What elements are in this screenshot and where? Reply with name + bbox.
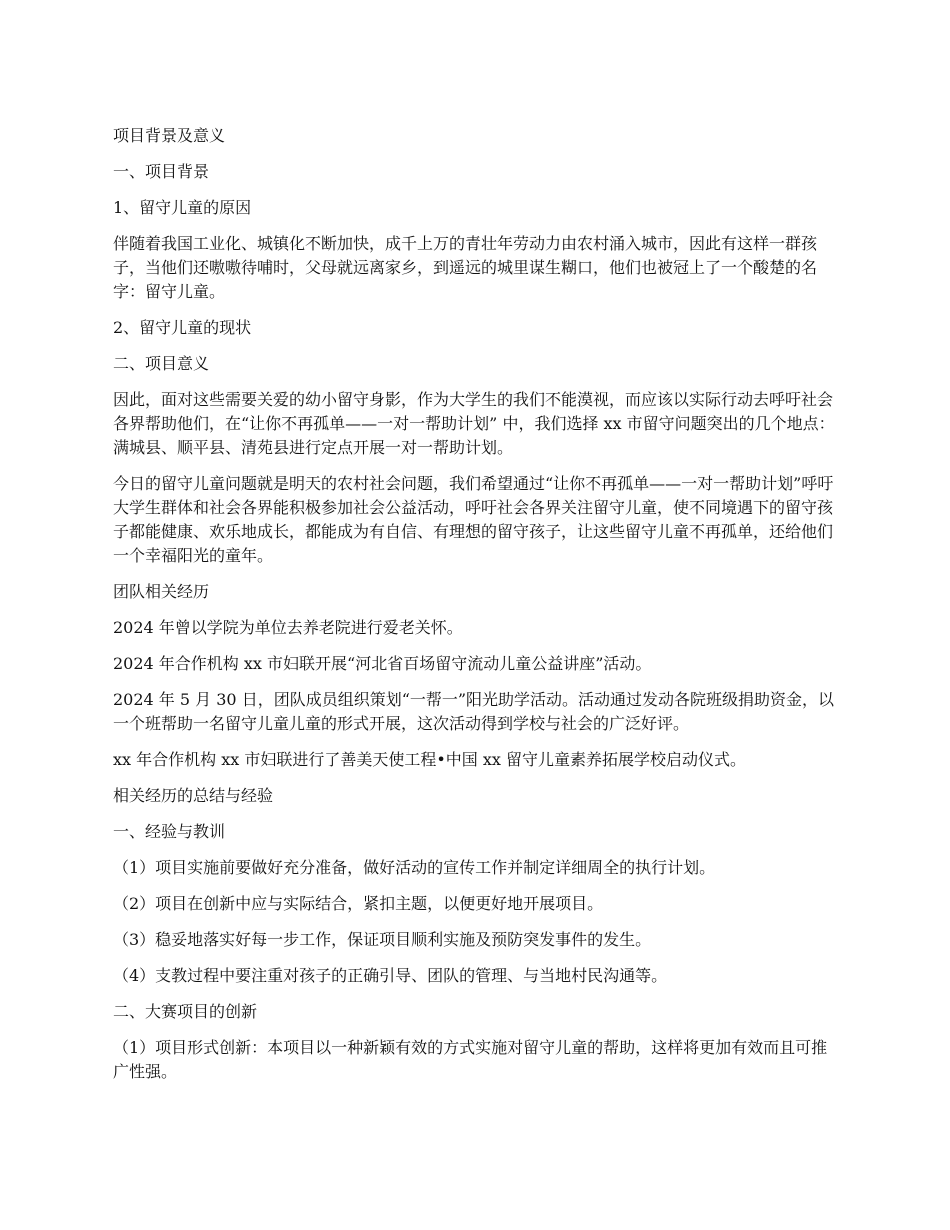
section-heading-background: 一、项目背景 xyxy=(113,162,210,181)
subheading-status: 2、留守儿童的现状 xyxy=(113,318,252,337)
lesson-item-2: （2）项目在创新中应与实际结合，紧扣主题，以便更好地开展项目。 xyxy=(113,894,604,913)
paragraph-significance-1: 因此，面对这些需要关爱的幼小留守身影，作为大学生的我们不能漠视，而应该以实际行动去呼吁社会各界帮助他们，在“让你不再孤单——一对一帮助计划” 中，我们选择 xx 市留守问题突出的几个地点：满城县、顺平县、清苑县进行定点开展一对一帮助计划。 xyxy=(113,390,835,457)
doc-title: 项目背景及意义 xyxy=(113,126,226,145)
experience-item-2: 2024 年合作机构 xx 市妇联开展“河北省百场留守流动儿童公益讲座”活动。 xyxy=(113,654,652,673)
section-heading-summary: 相关经历的总结与经验 xyxy=(113,786,274,805)
experience-item-4: xx 年合作机构 xx 市妇联进行了善美天使工程•中国 xx 留守儿童素养拓展学校启动仪式。 xyxy=(113,750,747,769)
section-heading-significance: 二、项目意义 xyxy=(113,354,210,373)
experience-item-3: 2024 年 5 月 30 日，团队成员组织策划“一帮一”阳光助学活动。活动通过发动各院班级捐助资金，以一个班帮助一名留守儿童儿童的形式开展，这次活动得到学校与社会的广泛好评。 xyxy=(113,690,835,733)
paragraph-significance-2: 今日的留守儿童问题就是明天的农村社会问题，我们希望通过“让你不再孤单——一对一帮助计划”呼吁大学生群体和社会各界能积极参加社会公益活动，呼吁社会各界关注留守儿童，使不同境遇下的留守孩子都能健康、欢乐地成长，都能成为有自信、有理想的留守孩子，让这些留守儿童不再孤单，还给他们一个幸福阳光的童年。 xyxy=(113,474,834,565)
subheading-innovation: 二、大赛项目的创新 xyxy=(113,1002,258,1021)
document-page xyxy=(113,124,835,1096)
lesson-item-4: （4）支教过程中要注重对孩子的正确引导、团队的管理、与当地村民沟通等。 xyxy=(113,966,668,985)
paragraph-causes: 伴随着我国工业化、城镇化不断加快，成千上万的青壮年劳动力由农村涌入城市，因此有这样一群孩子，当他们还嗷嗷待哺时，父母就远离家乡，到遥远的城里谋生糊口，他们也被冠上了一个酸楚的名字：留守儿童。 xyxy=(113,234,818,301)
section-heading-experience: 团队相关经历 xyxy=(113,582,210,601)
lesson-item-1: （1）项目实施前要做好充分准备，做好活动的宣传工作并制定详细周全的执行计划。 xyxy=(113,858,716,877)
lesson-item-3: （3）稳妥地落实好每一步工作，保证项目顺利实施及预防突发事件的发生。 xyxy=(113,930,652,949)
subheading-lessons: 一、经验与教训 xyxy=(113,822,226,841)
experience-item-1: 2024 年曾以学院为单位去养老院进行爱老关怀。 xyxy=(113,618,463,637)
innovation-item-1: （1）项目形式创新：本项目以一种新颖有效的方式实施对留守儿童的帮助，这样将更加有效而且可推广性强。 xyxy=(113,1038,828,1081)
subheading-causes: 1、留守儿童的原因 xyxy=(113,198,252,217)
